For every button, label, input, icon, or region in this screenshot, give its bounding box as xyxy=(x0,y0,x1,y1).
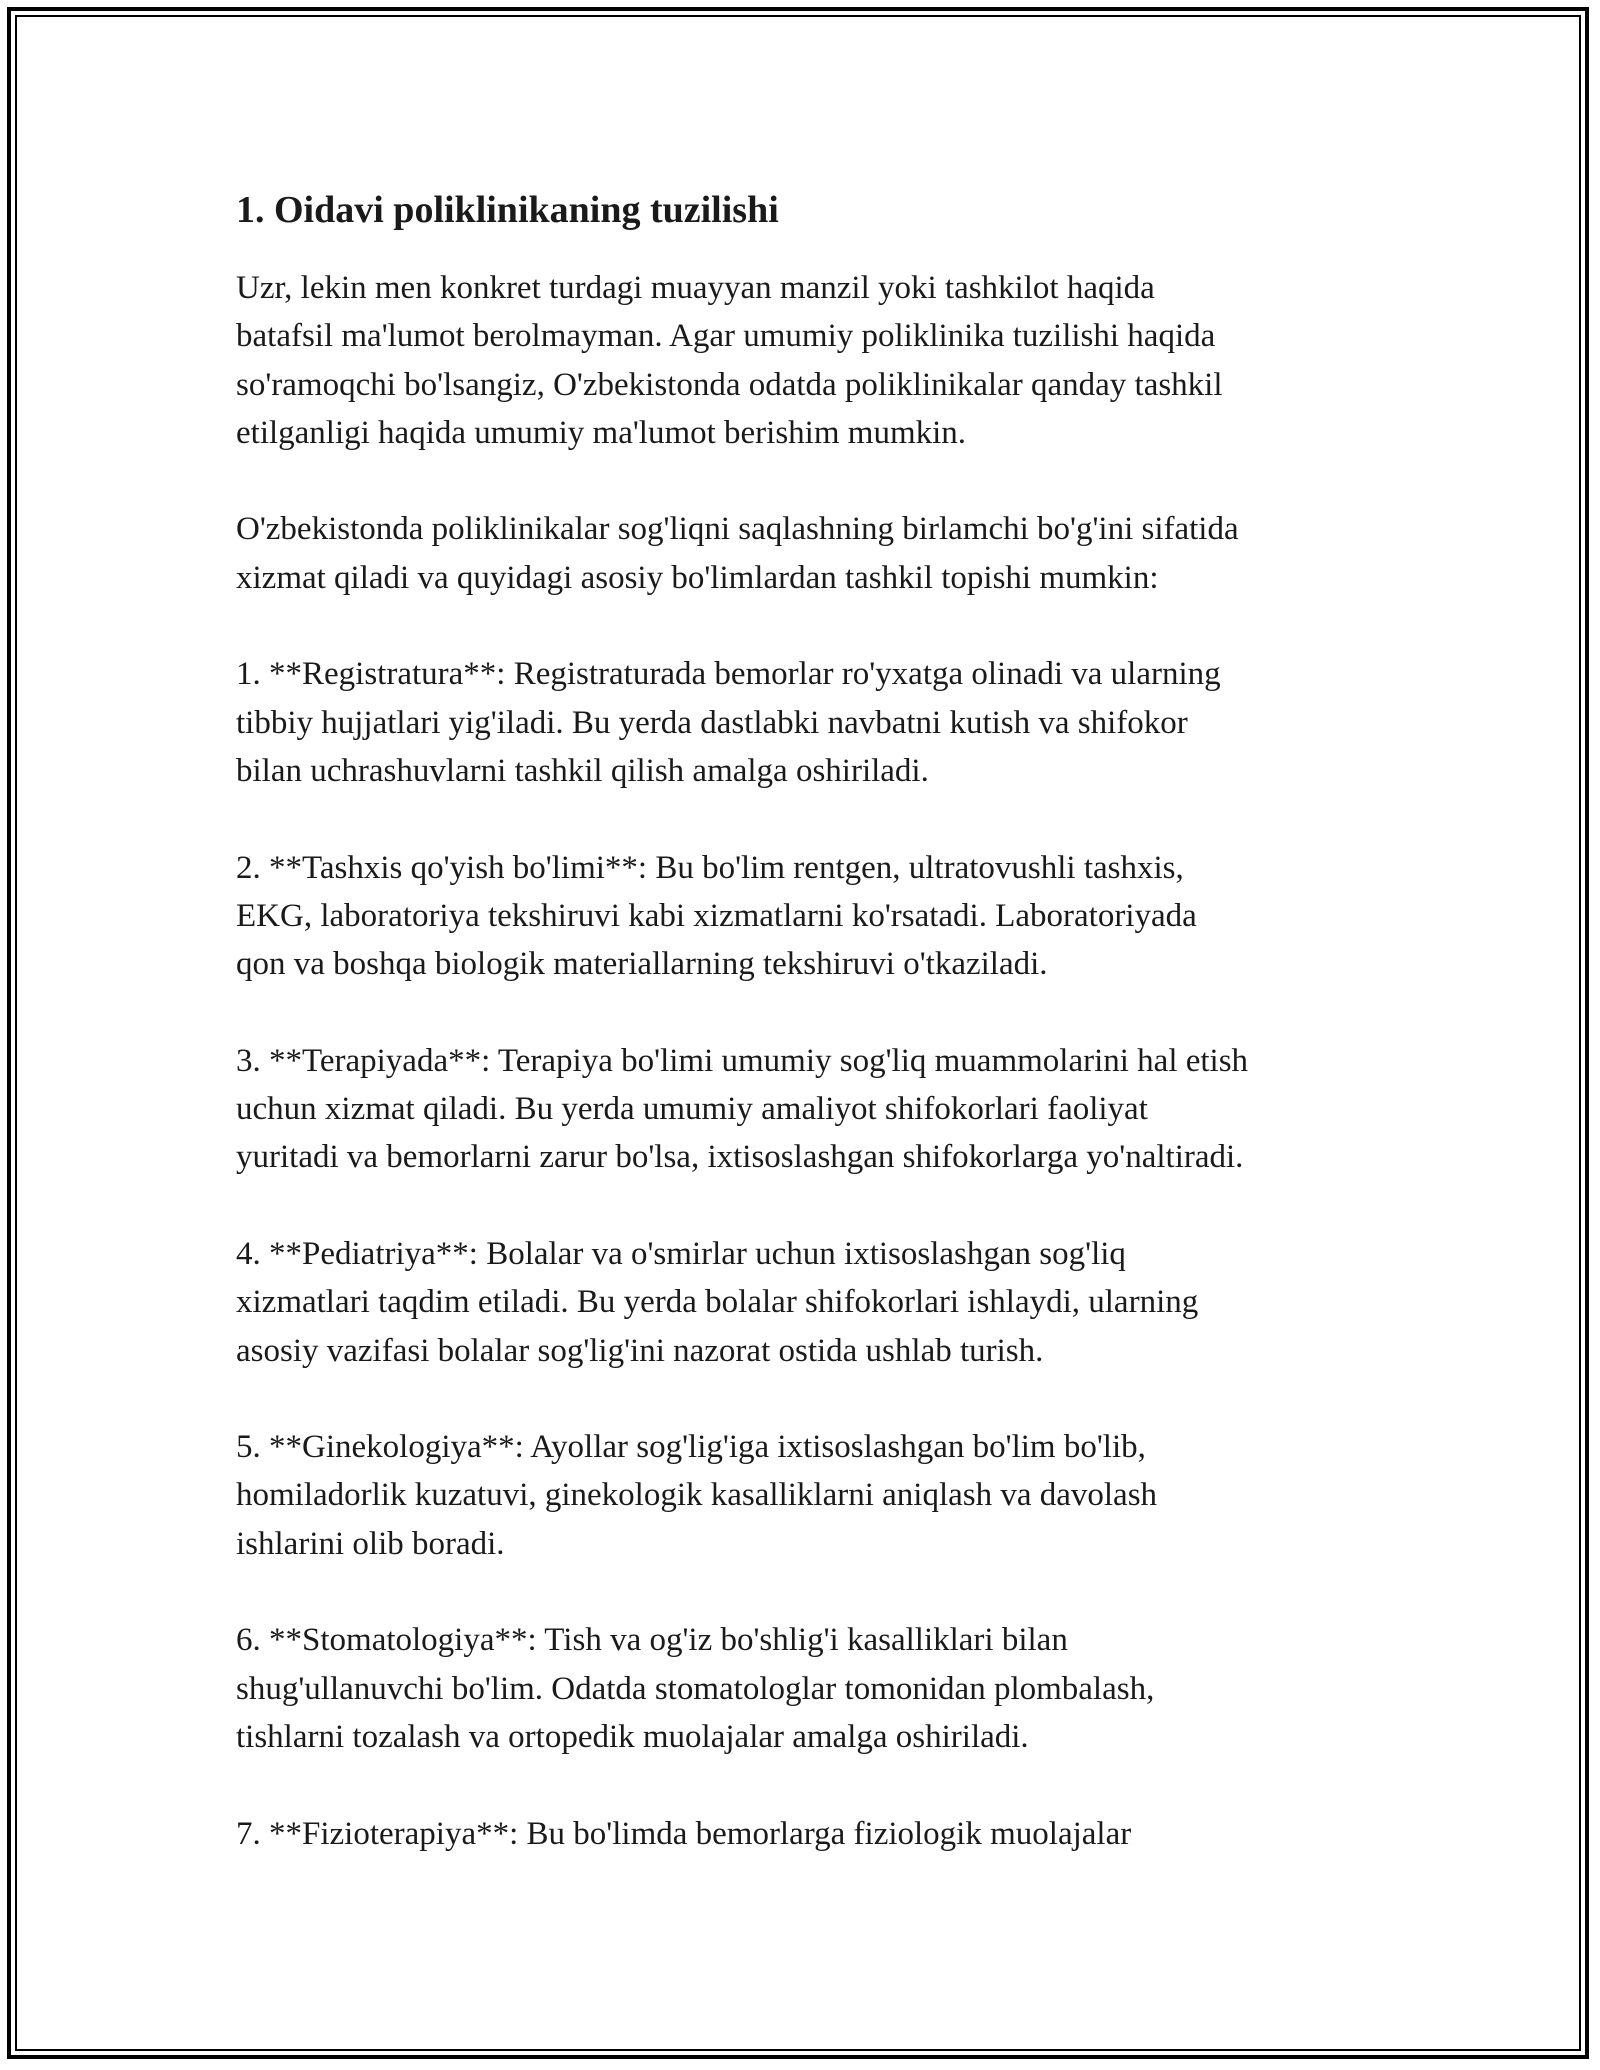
list-item-fizioterapiya: 7. **Fizioterapiya**: Bu bo'limda bemorlarga fiziologik muolajalar xyxy=(236,1815,1132,1852)
intro-paragraph: Uzr, lekin men konkret turdagi muayyan manzil yoki tashkilot haqida batafsil ma'lumot berolmayman. Agar umumiy poliklinika tuzilishi haqida so'ramoqchi bo'lsangiz, O'zbekistonda odatda poliklinikalar qanday tashkil etilganligi haqida umumiy ma'lumot berishim mumkin. xyxy=(236,270,1223,451)
list-item-stomatologiya: 6. **Stomatologiya**: Tish va og'iz bo'shlig'i kasalliklari bilan shug'ullanuvchi bo'lim. Odatda stomatologlar tomonidan plombalash, tishlarni tozalash va ortopedik muolajalar amalga oshiriladi. xyxy=(236,1622,1155,1755)
section-heading: 1. Oidavi poliklinikaning tuzilishi xyxy=(236,189,779,231)
list-item-ginekologiya: 5. **Ginekologiya**: Ayollar sog'lig'iga ixtisoslashgan bo'lim bo'lib, homiladorlik kuzatuvi, ginekologik kasalliklarni aniqlash va davolash ishlarini olib boradi. xyxy=(236,1429,1158,1562)
list-item-tashxis: 2. **Tashxis qo'yish bo'limi**: Bu bo'lim rentgen, ultratovushli tashxis, EKG, laboratoriya tekshiruvi kabi xizmatlarni ko'rsatadi. Laboratoriyada qon va boshqa biologik materiallarning tekshiruvi o'tkaziladi. xyxy=(236,849,1197,983)
list-item-terapiya: 3. **Terapiyada**: Terapiya bo'limi umumiy sog'liq muammolarini hal etish uchun xizmat qiladi. Bu yerda umumiy amaliyot shifokorlari faoliyat yuritadi va bemorlarni zarur bo'lsa, ixtisoslashgan shifokorlarga yo'naltiradi. xyxy=(236,1042,1249,1176)
document-body xyxy=(236,186,1386,1906)
list-item-pediatriya: 4. **Pediatriya**: Bolalar va o'smirlar uchun ixtisoslashgan sog'liq xizmatlari taqdim etiladi. Bu yerda bolalar shifokorlari ishlaydi, ularning asosiy vazifasi bolalar sog'lig'ini nazorat ostida ushlab turish. xyxy=(236,1235,1199,1369)
list-item-registratura: 1. **Registratura**: Registraturada bemorlar ro'yxatga olinadi va ularning tibbiy hujjatlari yig'iladi. Bu yerda dastlabki navbatni kutish va shifokor bilan uchrashuvlarni tashkil qilish amalga oshiriladi. xyxy=(236,656,1221,789)
overview-paragraph: O'zbekistonda poliklinikalar sog'liqni saqlashning birlamchi bo'g'ini sifatida xizmat qiladi va quyidagi asosiy bo'limlardan tashkil topishi mumkin: xyxy=(236,511,1239,596)
